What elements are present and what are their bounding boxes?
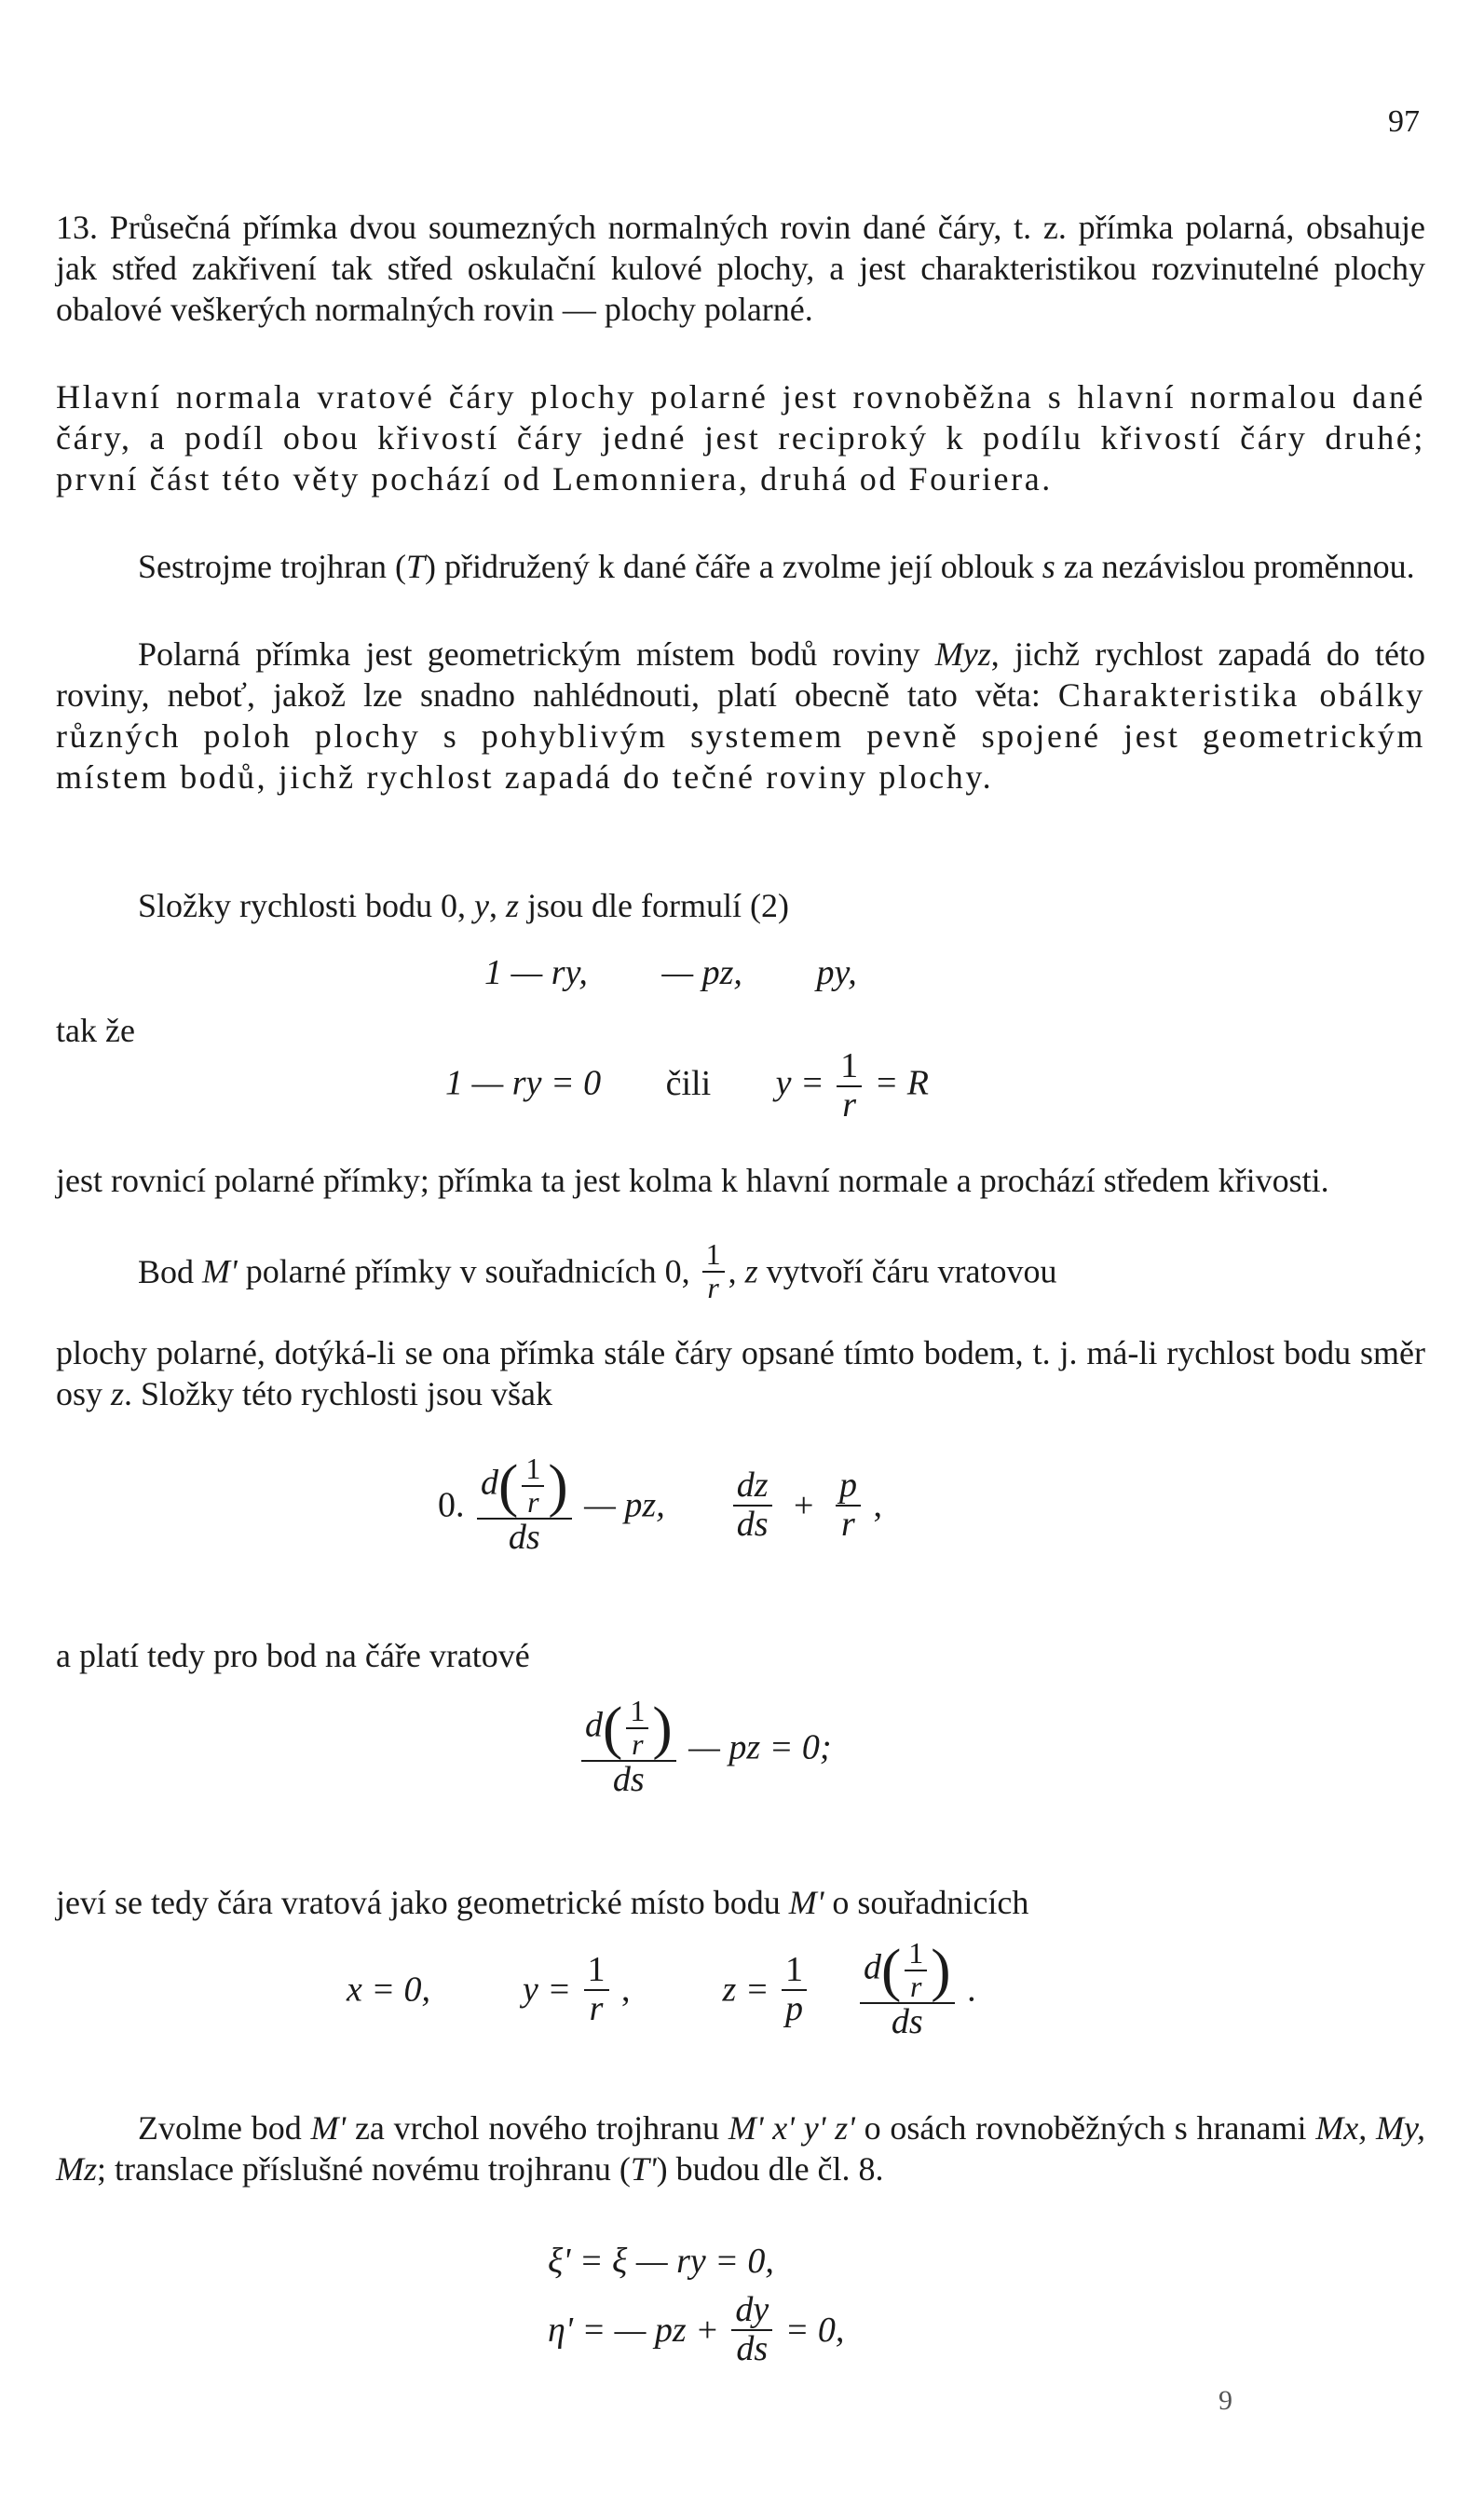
paragraph-jevi-se-tedy <box>56 1882 1425 1923</box>
text: . Složky této rychlosti jsou však <box>124 1375 552 1412</box>
symbol-y: y <box>473 887 489 924</box>
paragraph-trojhran <box>56 546 1425 587</box>
eq5-derivative <box>860 1938 955 2041</box>
eq4-ds: ds <box>612 1760 645 1800</box>
paragraph-slozky-rychlosti <box>56 885 1425 926</box>
text: , <box>488 887 506 924</box>
eq5-z-fraction <box>782 1949 807 2028</box>
text: ) budou dle čl. 8. <box>656 2150 884 2188</box>
eq3-derivative <box>477 1453 572 1557</box>
paragraph-13-intro: 13. Průsečná přímka dvou soumezných normalných rovin dané čáry, t. z. přímka polarná, obsahuje jak střed zakřivení tak střed oskulační kulové plochy, a jest charakteristikou rozvinutelné plochy obalové veškerých normalných rovin — plochy polarné. <box>56 209 1425 328</box>
paragraph-bod-M <box>56 1239 1425 1314</box>
eq1-term-1: 1 — ry, <box>484 953 588 992</box>
eq4-rest: — pz = 0; <box>688 1727 832 1767</box>
eq7-dy-ds <box>731 2292 772 2368</box>
text: polarné přímky v souřadnicích 0, <box>237 1252 699 1290</box>
text: , jichž rychlost zapadá do této roviny, neboť, jakož lze snadno nahlédnouti, platí obecně tato věta: <box>56 635 1425 714</box>
symbol-z: z <box>744 1252 758 1290</box>
eq3-p-r <box>836 1467 861 1544</box>
eq2-den: r <box>842 1084 857 1125</box>
symbol-z: z <box>111 1375 125 1412</box>
text: vytvoří čáru vratovou <box>757 1252 1057 1290</box>
eq3-ds: ds <box>508 1518 540 1558</box>
eq5-inner-fraction <box>905 1938 927 2002</box>
eq5-one: 1 <box>584 1952 609 1991</box>
page-number: 97 <box>1388 104 1420 139</box>
text: za nezávislou proměnnou. <box>1055 548 1415 585</box>
eq5-z: z = <box>722 1970 769 2010</box>
eq2-rhs: = R <box>874 1063 930 1103</box>
text: ; translace příslušné novému trojhranu ( <box>97 2150 631 2188</box>
eq5-d: d <box>863 1947 881 1987</box>
eq2-word-cili: čili <box>665 1063 712 1103</box>
paragraph-rovnice-polarne-primky: jest rovnicí polarné přímky; přímka ta jest kolma k hlavní normale a prochází středem křivosti. <box>56 1162 1329 1199</box>
text: , <box>728 1252 745 1290</box>
eq4-numerator: d( $\frac{1}{r}$ ) <box>581 1696 676 1762</box>
text: plochy polarné, dotýká-li se ona přímka stále čáry opsané tímto bodem, t. j. má-li rychlost bodu směr osy <box>56 1334 1425 1412</box>
equation-velocity-components <box>484 952 857 993</box>
equation-velocity-of-M <box>438 1453 882 1557</box>
symbol-axes: Mx, My, Mz <box>56 2109 1425 2188</box>
eq3-inner-fraction <box>522 1453 544 1518</box>
eq5-dot: . <box>967 1970 976 2010</box>
eq1-term-3: py, <box>816 953 857 992</box>
eq3-p: p <box>836 1467 861 1507</box>
text: Bod <box>138 1252 203 1290</box>
text: za vrchol nového trojhranu <box>346 2109 728 2147</box>
text: o osách rovnoběžných s hranami <box>854 2109 1316 2147</box>
footer-signature-mark: 9 <box>1219 2385 1232 2416</box>
text: Sestrojme trojhran ( <box>138 548 406 585</box>
eq5-x: x = 0, <box>347 1970 431 2010</box>
symbol-z: z <box>505 887 519 924</box>
eq5-p: p <box>784 1988 803 2028</box>
paragraph-lemonnier-fourier <box>56 376 1425 499</box>
eq4-d: d <box>585 1705 603 1745</box>
eq5-numerator: d( $\frac{1}{r}$ ) <box>860 1938 955 2004</box>
eq5-one-b: 1 <box>782 1952 807 1991</box>
symbol-s: s <box>1042 548 1055 585</box>
eq1-term-2: — pz, <box>661 953 742 992</box>
paragraph-zvolme-bod <box>56 2107 1425 2189</box>
equation-polar-line <box>445 1048 929 1125</box>
eq4-derivative <box>581 1696 676 1799</box>
paragraph-tak-ze: tak že <box>56 1012 135 1049</box>
eq2-num: 1 <box>837 1048 862 1087</box>
symbol-Myz: Myz <box>934 635 991 673</box>
frac-den: r <box>707 1270 719 1304</box>
text: Zvolme bod <box>138 2109 311 2147</box>
eq2-fraction <box>837 1048 862 1125</box>
eq5-r: r <box>589 1988 604 2028</box>
paragraph-plochy-polarne <box>56 1332 1425 1414</box>
symbol-T-prime: T' <box>630 2150 657 2188</box>
eq3-r: r <box>841 1504 855 1544</box>
equation-translation-eta <box>548 2292 844 2368</box>
eq7-ds: ds <box>736 2328 769 2368</box>
eq5-inner-num: 1 <box>905 1938 927 1971</box>
paragraph-polarna-primka <box>56 634 1425 798</box>
eq4-inner-den: r <box>632 1726 644 1761</box>
eq7-dy: dy <box>731 2292 772 2331</box>
eq7-lhs: η' = — pz + <box>548 2310 719 2350</box>
symbol-Mxyz-prime: M' x' y' z' <box>728 2109 855 2147</box>
eq3-dz: dz <box>733 1467 772 1507</box>
paragraph-a-plati-tedy: a platí tedy pro bod na čáře vratové <box>56 1637 530 1674</box>
symbol-M-prime: M' <box>788 1884 824 1921</box>
symbol-M-prime: M' <box>202 1252 238 1290</box>
text: jeví se tedy čára vratová jako geometrické místo bodu <box>56 1884 789 1921</box>
equation-cusp-coordinates <box>347 1938 976 2041</box>
text: ) přidružený k dané čáře a zvolme její oblouk <box>424 548 1042 585</box>
eq3-comma: , <box>873 1485 882 1525</box>
text: Složky rychlosti bodu 0, <box>138 887 474 924</box>
eq4-inner-fraction <box>626 1696 648 1760</box>
equation-cusp-condition <box>578 1696 832 1799</box>
eq5-ds: ds <box>891 2002 923 2042</box>
eq2-lhs: 1 — ry = 0 <box>445 1063 602 1103</box>
eq3-zero: 0. <box>438 1485 465 1525</box>
eq3-d: d <box>481 1463 498 1503</box>
eq3-inner-den: r <box>527 1484 539 1519</box>
eq3-ds2: ds <box>736 1504 769 1544</box>
theorem-text: Charakteristika obálky různých poloh plochy s pohyblivým systemem pevně spojené jest geometrickým místem bodů, jichž rychlost zapadá do tečné roviny plochy. <box>56 676 1425 796</box>
text: o souřadnicích <box>824 1884 1029 1921</box>
text: Hlavní normala vratové čáry plochy polarné jest rovnoběžna s hlavní normalou dané čáry, a podíl obou křivostí čáry jedné jest reciproký k podílu křivostí čáry druhé; první část této věty pochází od Lemonniera, druhá od Fouriera. <box>56 378 1425 498</box>
eq5-comma: , <box>621 1970 631 2010</box>
eq3-minus-pz: — pz, <box>584 1485 665 1525</box>
eq4-inner-num: 1 <box>626 1696 648 1729</box>
symbol-M-prime: M' <box>310 2109 347 2147</box>
eq5-inner-den: r <box>910 1969 922 2003</box>
eq7-rhs: = 0, <box>784 2310 845 2350</box>
eq3-plus: + <box>794 1485 814 1525</box>
eq3-dz-ds <box>733 1467 772 1544</box>
eq3-inner-num: 1 <box>522 1453 544 1487</box>
eq2-y: y = <box>775 1063 824 1103</box>
eq5-y: y = <box>523 1970 572 2010</box>
eq3-numerator: d( $\frac{1}{r}$ ) <box>477 1453 572 1520</box>
inline-fraction-1-r <box>702 1239 725 1303</box>
text: Polarná přímka jest geometrickým místem bodů roviny <box>138 635 935 673</box>
text: jsou dle formulí (2) <box>518 887 789 924</box>
eq5-y-fraction <box>584 1949 609 2028</box>
symbol-T: T <box>405 548 425 585</box>
frac-num: 1 <box>702 1239 725 1273</box>
equation-translation-xi: ξ' = ξ — ry = 0, <box>548 2242 774 2281</box>
